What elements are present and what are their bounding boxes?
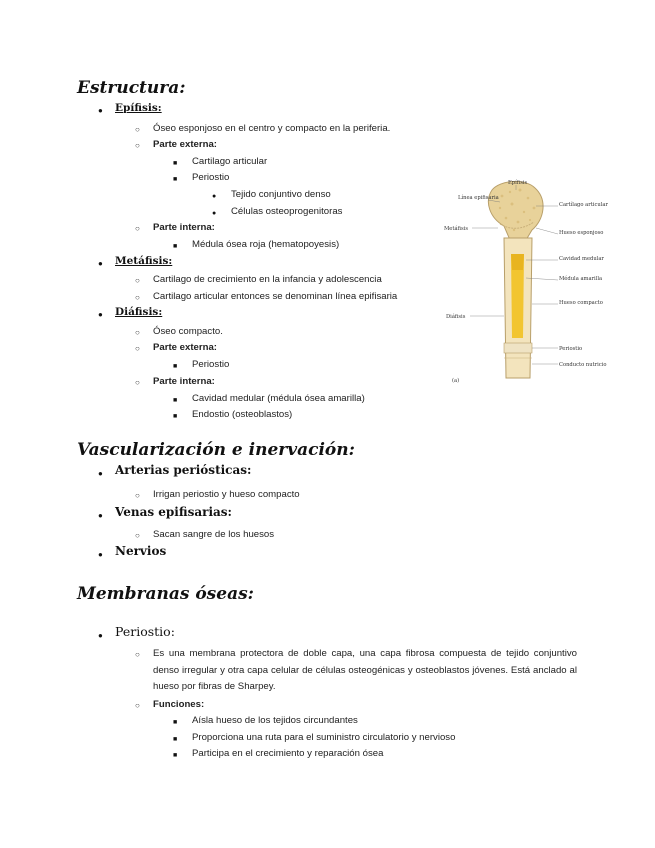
bone-diagram	[440, 178, 608, 390]
circle-bullet-icon: ○	[135, 378, 140, 387]
list-text: Cartilago de crecimiento en la infancia y adolescencia	[153, 274, 382, 285]
square-bullet-icon: ■	[173, 397, 178, 404]
list-text: Venas epifisarias:	[115, 505, 232, 519]
circle-bullet-icon: ○	[135, 531, 140, 540]
label-periostio: Periostio	[559, 346, 583, 352]
list-text: Irrigan periostio y hueso compacto	[153, 489, 300, 500]
label-cavidad-medular: Cavidad medular	[559, 256, 604, 262]
list-text: Cartilago articular entonces se denominan línea epifisaria	[153, 291, 398, 302]
list-text: Óseo compacto.	[153, 326, 223, 337]
square-bullet-icon: ■	[173, 413, 178, 420]
list-text: Cavidad medular (médula ósea amarilla)	[192, 393, 365, 404]
circle-bullet-icon: ○	[135, 650, 140, 659]
circle-bullet-icon: ○	[135, 141, 140, 150]
bullet-icon: ●	[98, 106, 103, 115]
square-bullet-icon: ■	[173, 736, 178, 743]
bullet-icon: ●	[98, 550, 103, 559]
periostio-description: Es una membrana protectora de doble capa, una capa fibrosa compuesta de tejido conjuntivo denso irregular y otra capa celular de células osteogénicas y osteoblastos jóvenes. Está anclado al hueso por fibras de Sharpey.	[153, 648, 577, 692]
bullet-icon: ●	[212, 210, 217, 217]
list-text: Proporciona una ruta para el suministro circulatorio y nervioso	[192, 732, 456, 743]
bone-shape	[488, 181, 543, 378]
list-text: Aísla hueso de los tejidos circundantes	[192, 715, 358, 726]
list-text: Parte interna:	[153, 222, 215, 233]
list-text: Periostio:	[115, 624, 175, 639]
square-bullet-icon: ■	[173, 752, 178, 759]
bullet-icon: ●	[98, 259, 103, 268]
list-text: Arterias periósticas:	[115, 463, 252, 477]
square-bullet-icon: ■	[173, 363, 178, 370]
list-text: Participa en el crecimiento y reparación ósea	[192, 748, 384, 759]
circle-bullet-icon: ○	[135, 224, 140, 233]
list-text: Parte interna:	[153, 376, 215, 387]
bullet-icon: ●	[98, 631, 103, 640]
circle-bullet-icon: ○	[135, 293, 140, 302]
list-text: Periostio	[192, 359, 230, 370]
list-text: Periostio	[192, 172, 230, 183]
label-conducto-nutricio: Conducto nutricio	[559, 362, 607, 368]
metafisis-label: Metáfisis:	[115, 255, 173, 267]
list-text: Tejido conjuntivo denso	[231, 189, 331, 200]
circle-bullet-icon: ○	[135, 344, 140, 353]
bullet-icon: ●	[98, 511, 103, 520]
label-hueso-esponjoso: Hueso esponjoso	[559, 230, 604, 236]
list-text: Funciones:	[153, 699, 205, 710]
bullet-icon: ●	[98, 310, 103, 319]
list-text: Cartilago articular	[192, 156, 268, 167]
list-text: Parte externa:	[153, 342, 217, 353]
section-title-vascularizacion: Vascularización e inervación:	[77, 440, 355, 460]
label-hueso-compacto: Hueso compacto	[559, 300, 603, 306]
bullet-icon: ●	[212, 193, 217, 200]
bullet-icon: ●	[98, 469, 103, 478]
list-text: Sacan sangre de los huesos	[153, 529, 275, 540]
list-text: Médula ósea roja (hematopoyesis)	[192, 239, 340, 250]
circle-bullet-icon: ○	[135, 491, 140, 500]
label-medula-amarilla: Médula amarilla	[559, 276, 603, 282]
square-bullet-icon: ■	[173, 160, 178, 167]
label-panel: (a)	[452, 378, 460, 384]
list-text: Endostio (osteoblastos)	[192, 409, 293, 420]
list-text: Parte externa:	[153, 139, 217, 150]
circle-bullet-icon: ○	[135, 328, 140, 337]
square-bullet-icon: ■	[173, 719, 178, 726]
section-title-membranas: Membranas óseas:	[77, 584, 254, 604]
label-linea-epifisaria: Línea epifisaria	[458, 195, 499, 201]
list-text: Óseo esponjoso en el centro y compacto en la periferia.	[153, 123, 391, 134]
label-cartilago: Cartílago articular	[559, 202, 608, 208]
circle-bullet-icon: ○	[135, 125, 140, 134]
square-bullet-icon: ■	[173, 243, 178, 250]
circle-bullet-icon: ○	[135, 276, 140, 285]
list-text: Células osteoprogenitoras	[231, 206, 343, 217]
diafisis-label: Diáfisis:	[115, 306, 163, 318]
label-diafisis: Diáfisis	[446, 314, 466, 320]
epifisis-label: Epífisis:	[115, 102, 162, 114]
circle-bullet-icon: ○	[135, 701, 140, 710]
square-bullet-icon: ■	[173, 176, 178, 183]
list-text: Nervios	[115, 544, 167, 558]
label-epifisis: Epífisis	[508, 180, 528, 186]
section-title-estructura: Estructura:	[77, 78, 186, 98]
label-metafisis: Metáfisis	[444, 226, 469, 232]
